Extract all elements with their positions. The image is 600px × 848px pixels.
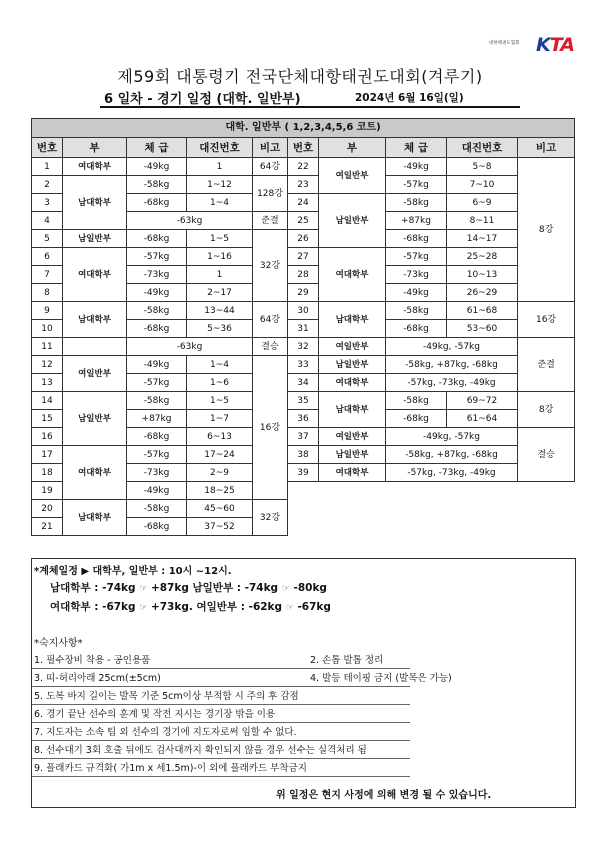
col-header: 번호: [32, 138, 63, 158]
match-no: 20: [32, 500, 63, 518]
weight-class: -49kg: [127, 482, 187, 500]
weight-class: -68kg: [127, 428, 187, 446]
bracket-no: 1~5: [187, 392, 253, 410]
weight-and-bracket: -63kg: [127, 338, 253, 356]
match-no: 8: [32, 284, 63, 302]
bracket-no: 6~13: [187, 428, 253, 446]
bracket-no: 1~4: [187, 356, 253, 374]
weight-class: -57kg: [127, 248, 187, 266]
rule-item: 8. 선수대기 3회 호출 뒤에도 검사대까지 확인되지 않을 경우 선수는 실격처리 됨: [34, 745, 367, 756]
match-no: 7: [32, 266, 63, 284]
match-no: 24: [288, 194, 319, 212]
document-title: 제59회 대통령기 전국단체대항태권도대회(겨루기): [117, 67, 483, 86]
division: 남일반부: [319, 446, 386, 464]
match-no: 1: [32, 158, 63, 176]
bracket-no: 26~29: [447, 284, 518, 302]
col-header: 대진번호: [447, 138, 518, 158]
match-no: 2: [32, 176, 63, 194]
division: 여대학부: [319, 464, 386, 482]
round-note: 준결: [518, 338, 575, 392]
weight-class: -58kg: [127, 500, 187, 518]
division: 남일반부: [63, 392, 127, 446]
col-header: 대진번호: [187, 138, 253, 158]
weight-and-bracket: -49kg, -57kg: [386, 338, 518, 356]
schedule-table: [31, 118, 575, 536]
round-note: 결승: [518, 428, 575, 482]
round-note: 128강: [253, 176, 288, 212]
match-no: 13: [32, 374, 63, 392]
bracket-no: 45~60: [187, 500, 253, 518]
col-header: 비고: [253, 138, 288, 158]
bracket-no: 1: [187, 158, 253, 176]
table-row: [32, 446, 575, 464]
pointer-icon: ☞: [139, 584, 148, 594]
match-no: 17: [32, 446, 63, 464]
match-no: 28: [288, 266, 319, 284]
match-no: 23: [288, 176, 319, 194]
division: 여대학부: [63, 446, 127, 500]
rule-item: 2. 손톱 발톱 정리: [310, 655, 384, 666]
match-no: 38: [288, 446, 319, 464]
pointer-icon: ☞: [285, 603, 294, 613]
bracket-no: 1~5: [187, 230, 253, 248]
weight-class: -49kg: [127, 284, 187, 302]
round-note: 8강: [518, 392, 575, 428]
division: 여일반부: [319, 428, 386, 446]
weight-class: -49kg: [386, 158, 447, 176]
col-header: 부: [63, 138, 127, 158]
rule-item: 5. 도복 바지 길이는 발목 기준 5cm이상 부적합 시 주의 후 감점: [34, 691, 299, 702]
table-row: [32, 356, 575, 374]
division: 여대학부: [319, 374, 386, 392]
pointer-icon: ☞: [281, 584, 290, 594]
division: 남대학부: [63, 500, 127, 536]
match-no: 3: [32, 194, 63, 212]
bracket-no: 13~44: [187, 302, 253, 320]
round-note: 64강: [253, 302, 288, 338]
weight-class: -58kg: [127, 302, 187, 320]
weight-class: -57kg: [386, 176, 447, 194]
division: 남대학부: [63, 176, 127, 230]
weight-class: -58kg: [127, 176, 187, 194]
bracket-no: 69~72: [447, 392, 518, 410]
table-banner: 대학. 일반부 ( 1,2,3,4,5,6 코트): [32, 119, 575, 138]
weight-class: -57kg: [127, 374, 187, 392]
round-note: 64강: [253, 158, 288, 176]
rule-item: 4. 발등 테이핑 금지 (발목은 가능): [310, 673, 452, 684]
weight-class: -73kg: [386, 266, 447, 284]
bracket-no: 1~16: [187, 248, 253, 266]
bracket-no: 5~36: [187, 320, 253, 338]
bracket-no: 1~6: [187, 374, 253, 392]
weight-class: -57kg: [127, 446, 187, 464]
logo-subtext: 대한태권도협회: [489, 41, 520, 46]
weight-class: -58kg: [127, 392, 187, 410]
division: 여일반부: [319, 338, 386, 356]
bracket-no: 61~64: [447, 410, 518, 428]
event-date: 2024년 6월 16일(일): [355, 92, 464, 104]
bracket-no: 7~10: [447, 176, 518, 194]
weight-class: -49kg: [386, 284, 447, 302]
weight-class: +87kg: [127, 410, 187, 428]
match-no: 21: [32, 518, 63, 536]
table-row: [32, 176, 575, 194]
round-note: 준결: [253, 212, 288, 230]
weight-class: -49kg: [127, 158, 187, 176]
bracket-no: 10~13: [447, 266, 518, 284]
rule-item: 3. 띠-허리아래 25cm(±5cm): [34, 673, 161, 684]
bracket-no: 1: [187, 266, 253, 284]
weight-and-bracket: -58kg, +87kg, -68kg: [386, 356, 518, 374]
rule-item: 6. 경기 끝난 선수의 훈계 및 작전 지시는 경기장 밖을 이용: [34, 709, 276, 720]
division: 남대학부: [63, 302, 127, 338]
col-header: 체 급: [127, 138, 187, 158]
notes-box: [31, 558, 576, 808]
bracket-no: 6~9: [447, 194, 518, 212]
division: 여대학부: [63, 158, 127, 176]
weight-class: -73kg: [127, 464, 187, 482]
col-header: 부: [319, 138, 386, 158]
match-no: 5: [32, 230, 63, 248]
match-no: 14: [32, 392, 63, 410]
division: 남대학부: [319, 302, 386, 338]
division: 남일반부: [63, 230, 127, 248]
match-no: 32: [288, 338, 319, 356]
division: 남일반부: [319, 194, 386, 248]
weight-class: -58kg: [386, 194, 447, 212]
table-row: [32, 248, 575, 266]
bracket-no: 8~11: [447, 212, 518, 230]
bracket-no: 1~4: [187, 194, 253, 212]
bracket-no: 2~9: [187, 464, 253, 482]
weight-class: -68kg: [386, 320, 447, 338]
match-no: 25: [288, 212, 319, 230]
match-no: 11: [32, 338, 63, 356]
bracket-no: 5~8: [447, 158, 518, 176]
division: 여대학부: [319, 248, 386, 302]
division: 남일반부: [319, 356, 386, 374]
table-row: [32, 230, 575, 248]
weight-class: -57kg: [386, 248, 447, 266]
match-no: 30: [288, 302, 319, 320]
rule-item: 1. 필수장비 착용 - 공인용품: [34, 655, 151, 666]
match-no: 19: [32, 482, 63, 500]
bracket-no: 53~60: [447, 320, 518, 338]
weight-class: -68kg: [386, 230, 447, 248]
weight-and-bracket: -57kg, -73kg, -49kg: [386, 464, 518, 482]
table-row: [32, 158, 575, 176]
bracket-no: 18~25: [187, 482, 253, 500]
bracket-no: 14~17: [447, 230, 518, 248]
col-header: 체 급: [386, 138, 447, 158]
weight-and-bracket: -58kg, +87kg, -68kg: [386, 446, 518, 464]
weight-class: -68kg: [127, 194, 187, 212]
weight-class: +87kg: [386, 212, 447, 230]
match-no: 6: [32, 248, 63, 266]
weight-class: -68kg: [127, 320, 187, 338]
weigh-in-schedule: *계체일정 ▶ 대학부, 일반부 : 10시 ~12시.: [34, 566, 232, 577]
match-no: 9: [32, 302, 63, 320]
round-note: 16강: [253, 356, 288, 500]
rule-item: 9. 플래카드 규격화( 가1m x 세1.5m)-이 외에 플래카드 부착금지: [34, 763, 307, 774]
match-no: 33: [288, 356, 319, 374]
kta-logo: [489, 34, 574, 56]
round-note: 8강: [518, 158, 575, 302]
bracket-no: 25~28: [447, 248, 518, 266]
match-no: 18: [32, 464, 63, 482]
weight-and-bracket: -49kg, -57kg: [386, 428, 518, 446]
weight-class: -68kg: [386, 410, 447, 428]
footer-notice: 위 일정은 현지 사정에 의해 변경 될 수 있습니다.: [276, 790, 492, 801]
weigh-in-men: 남대학부 : -74kg ☞ +87kg 남일반부 : -74kg ☞ -80kg: [50, 582, 327, 594]
weight-class: -68kg: [127, 230, 187, 248]
round-note: 16강: [518, 302, 575, 338]
round-note: 32강: [253, 500, 288, 536]
rule-item: 7. 지도자는 소속 팀 외 선수의 경기에 지도자로써 임할 수 없다.: [34, 727, 297, 738]
col-header: 비고: [518, 138, 575, 158]
match-no: 31: [288, 320, 319, 338]
weight-and-bracket: -63kg: [127, 212, 253, 230]
table-row: [32, 338, 575, 356]
match-no: 26: [288, 230, 319, 248]
match-no: 29: [288, 284, 319, 302]
match-no: 4: [32, 212, 63, 230]
weight-class: -68kg: [127, 518, 187, 536]
weight-and-bracket: -57kg, -73kg, -49kg: [386, 374, 518, 392]
bracket-no: 37~52: [187, 518, 253, 536]
match-no: 36: [288, 410, 319, 428]
bracket-no: 1~7: [187, 410, 253, 428]
bracket-no: 61~68: [447, 302, 518, 320]
match-no: 22: [288, 158, 319, 176]
match-no: 16: [32, 428, 63, 446]
round-note: 32강: [253, 230, 288, 302]
division: 여일반부: [319, 158, 386, 194]
table-row: [32, 302, 575, 320]
weight-class: -58kg: [386, 392, 447, 410]
bracket-no: 2~17: [187, 284, 253, 302]
weigh-in-women: 여대학부 : -67kg ☞ +73kg. 여일반부 : -62kg ☞ -67kg: [50, 601, 331, 613]
division: 여대학부: [63, 248, 127, 302]
pointer-icon: ☞: [139, 603, 148, 613]
match-no: 12: [32, 356, 63, 374]
weight-class: -49kg: [127, 356, 187, 374]
match-no: 27: [288, 248, 319, 266]
weight-class: -73kg: [127, 266, 187, 284]
table-header-row: [32, 138, 575, 158]
bracket-no: 17~24: [187, 446, 253, 464]
rules-heading: *숙지사항*: [34, 638, 83, 649]
match-no: 39: [288, 464, 319, 482]
division: 남대학부: [319, 392, 386, 428]
match-no: 15: [32, 410, 63, 428]
col-header: 번호: [288, 138, 319, 158]
day-schedule-label: 6 일차 - 경기 일정 (대학. 일반부): [104, 92, 301, 107]
match-no: 34: [288, 374, 319, 392]
match-no: 10: [32, 320, 63, 338]
weight-class: -58kg: [386, 302, 447, 320]
logo-mark: KTA: [536, 34, 574, 56]
division: 여일반부: [63, 356, 127, 392]
bracket-no: 1~12: [187, 176, 253, 194]
match-no: 37: [288, 428, 319, 446]
table-row: [32, 392, 575, 410]
division: [63, 338, 127, 356]
subtitle-bar: [100, 88, 520, 108]
match-no: 35: [288, 392, 319, 410]
round-note: 결승: [253, 338, 288, 356]
